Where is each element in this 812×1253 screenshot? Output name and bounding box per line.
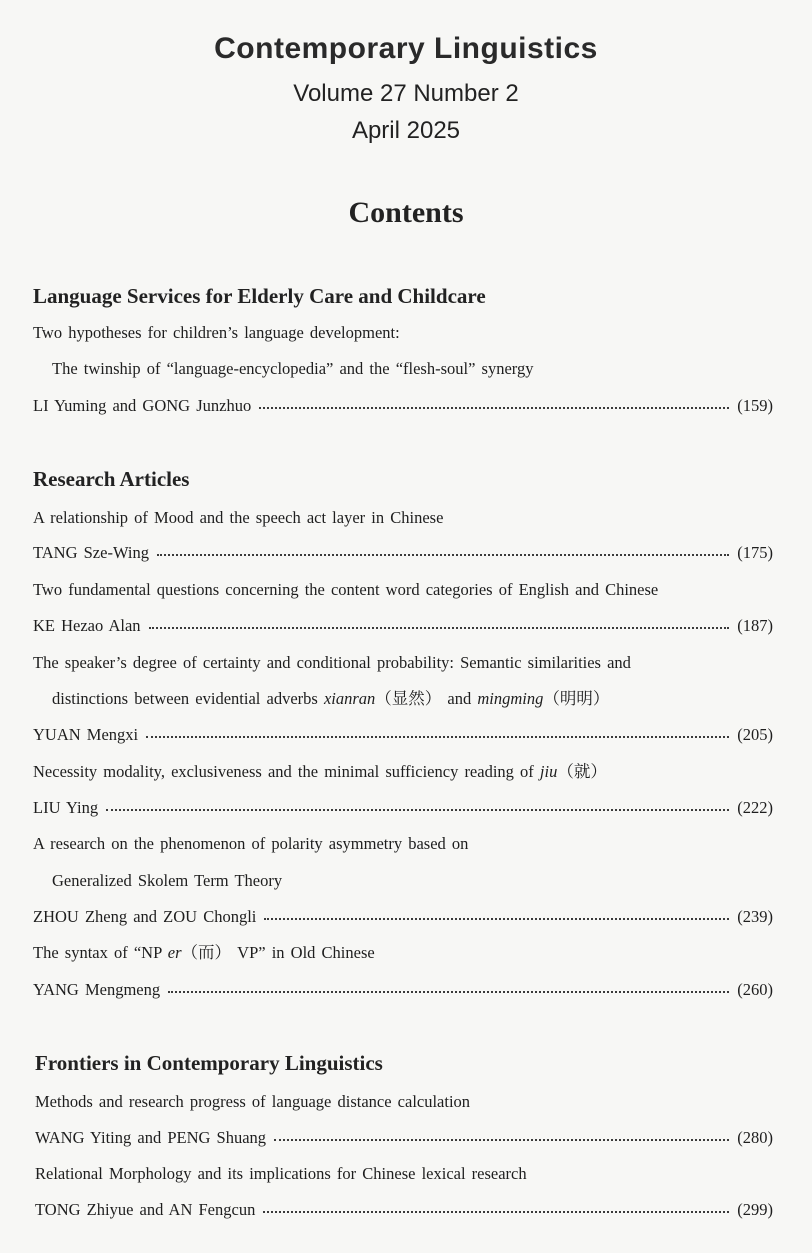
page-number: (299): [737, 1200, 773, 1219]
toc-entry[interactable]: [33, 977, 773, 1003]
article-title-line[interactable]: Necessity modality, exclusiveness and the minimal sufficiency reading of jiu（就）: [33, 762, 607, 781]
journal-title: Contemporary Linguistics: [214, 32, 598, 65]
article-authors: TANG Sze-Wing: [33, 543, 149, 562]
toc-entry[interactable]: [33, 540, 773, 566]
page-number: (159): [737, 396, 773, 415]
dot-leader: [263, 1211, 729, 1213]
article-authors: WANG Yiting and PENG Shuang: [35, 1128, 267, 1147]
toc-entry[interactable]: [35, 1197, 773, 1223]
toc-entry[interactable]: [33, 722, 773, 748]
dot-leader: [168, 991, 729, 993]
toc-entry[interactable]: [33, 613, 773, 639]
article-title-line[interactable]: A relationship of Mood and the speech act layer in Chinese: [33, 508, 444, 527]
issue-date: April 2025: [351, 117, 461, 144]
article-title-line[interactable]: distinctions between evidential adverbs xianran（显然） and mingming（明明）: [52, 689, 610, 708]
volume-number: Volume 27 Number 2: [293, 80, 519, 107]
page-number: (239): [737, 907, 773, 926]
toc-entry[interactable]: [33, 795, 773, 821]
toc-entry[interactable]: [33, 904, 773, 930]
page-number: (222): [737, 798, 773, 817]
page-number: (187): [737, 616, 773, 635]
section-heading-frontiers: Frontiers in Contemporary Linguistics: [35, 1051, 383, 1075]
toc-entry[interactable]: [35, 1125, 773, 1151]
section-heading-elderly-care: Language Services for Elderly Care and Childcare: [33, 284, 486, 308]
page-number: (205): [737, 725, 773, 744]
article-title-line[interactable]: The twinship of “language-encyclopedia” and the “flesh-soul” synergy: [52, 359, 534, 378]
page-number: (280): [737, 1128, 773, 1147]
dot-leader: [264, 918, 729, 920]
article-authors: TONG Zhiyue and AN Fengcun: [35, 1200, 256, 1219]
article-title-line[interactable]: Methods and research progress of language distance calculation: [35, 1092, 471, 1111]
article-authors: LIU Ying: [33, 798, 99, 817]
article-title-line[interactable]: Generalized Skolem Term Theory: [52, 871, 283, 890]
article-title-line[interactable]: A research on the phenomenon of polarity asymmetry based on: [33, 834, 469, 853]
page-number: (175): [737, 543, 773, 562]
article-title-line[interactable]: Two hypotheses for children’s language development:: [33, 323, 400, 342]
article-authors: YANG Mengmeng: [33, 980, 161, 999]
dot-leader: [274, 1139, 729, 1141]
contents-heading: Contents: [348, 196, 464, 229]
article-authors: YUAN Mengxi: [33, 725, 139, 744]
toc-entry[interactable]: [33, 393, 773, 419]
article-authors: ZHOU Zheng and ZOU Chongli: [33, 907, 257, 926]
article-title-line[interactable]: Relational Morphology and its implications for Chinese lexical research: [35, 1164, 527, 1183]
article-title-line[interactable]: Two fundamental questions concerning the content word categories of English and Chinese: [33, 580, 659, 599]
page-number: (260): [737, 980, 773, 999]
dot-leader: [146, 736, 729, 738]
section-heading-research-articles: Research Articles: [33, 467, 190, 491]
article-authors: LI Yuming and GONG Junzhuo: [33, 396, 252, 415]
article-authors: KE Hezao Alan: [33, 616, 141, 635]
article-title-line[interactable]: The speaker’s degree of certainty and conditional probability: Semantic similarities and: [33, 653, 631, 672]
dot-leader: [157, 554, 729, 556]
dot-leader: [149, 627, 730, 629]
article-title-line[interactable]: The syntax of “NP er（而） VP” in Old Chinese: [33, 943, 375, 962]
dot-leader: [259, 407, 729, 409]
dot-leader: [106, 809, 729, 811]
